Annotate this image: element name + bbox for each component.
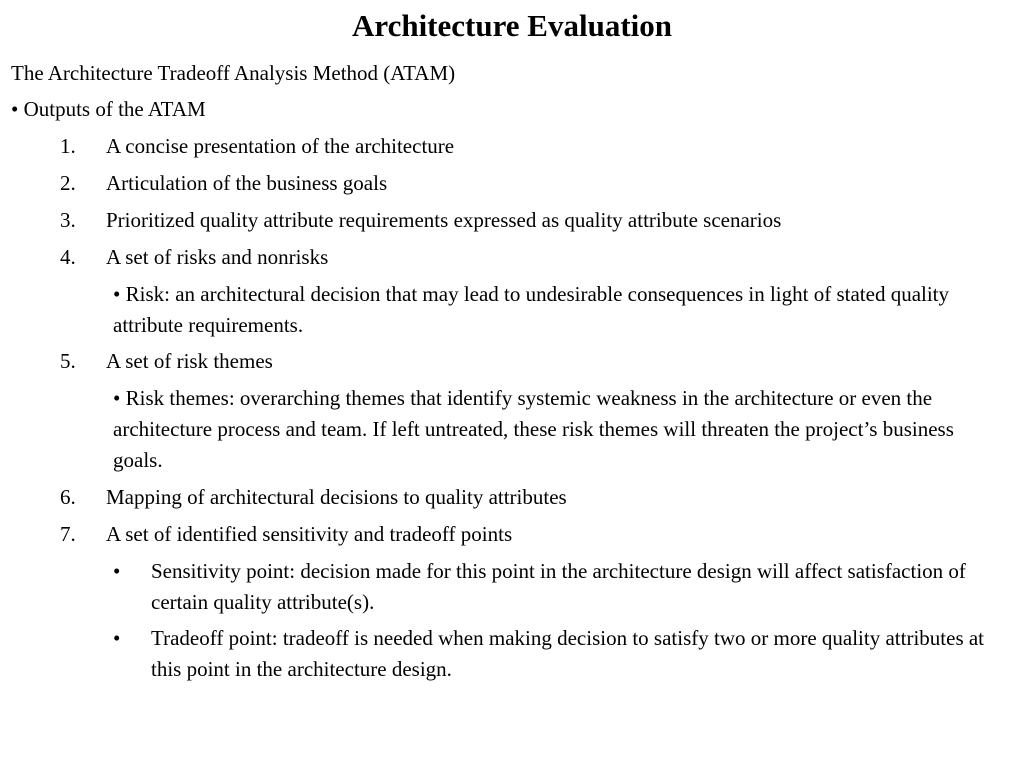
tradeoff-point-definition: Tradeoff point: tradeoff is needed when making decision to satisfy two or more quality attributes at this point in the architecture design. (151, 626, 985, 681)
section-heading: • Outputs of the ATAM (11, 97, 206, 121)
item-number: 4. (60, 245, 76, 269)
sensitivity-point-definition: Sensitivity point: decision made for this point in the architecture design will affect satisfaction of certain quality attribute(s). (151, 559, 966, 614)
item-number: 2. (60, 171, 76, 195)
risk-definition: • Risk: an architectural decision that may lead to undesirable consequences in light of stated quality attribute requirements. (113, 282, 950, 337)
intro-text: The Architecture Tradeoff Analysis Method (ATAM) (11, 61, 456, 85)
item-text: A set of risk themes (106, 349, 273, 373)
item-text: Articulation of the business goals (106, 171, 388, 195)
item-text: A set of risks and nonrisks (106, 245, 329, 269)
item-number: 7. (60, 522, 76, 546)
item-text: A concise presentation of the architecture (106, 134, 455, 158)
item-text: A set of identified sensitivity and tradeoff points (106, 522, 513, 546)
item-number: 3. (60, 208, 76, 232)
item-number: 6. (60, 485, 76, 509)
bullet-marker: • (113, 626, 121, 650)
bullet-marker: • (113, 559, 121, 583)
item-number: 5. (60, 349, 76, 373)
item-number: 1. (60, 134, 76, 158)
slide-title: Architecture Evaluation (351, 8, 673, 43)
item-text: Prioritized quality attribute requirements expressed as quality attribute scenarios (106, 208, 782, 232)
risk-themes-definition: • Risk themes: overarching themes that identify systemic weakness in the architecture or even the architecture process and team. If left untreated, these risk themes will threaten the project’s business goals. (113, 386, 954, 472)
item-text: Mapping of architectural decisions to quality attributes (106, 485, 567, 509)
